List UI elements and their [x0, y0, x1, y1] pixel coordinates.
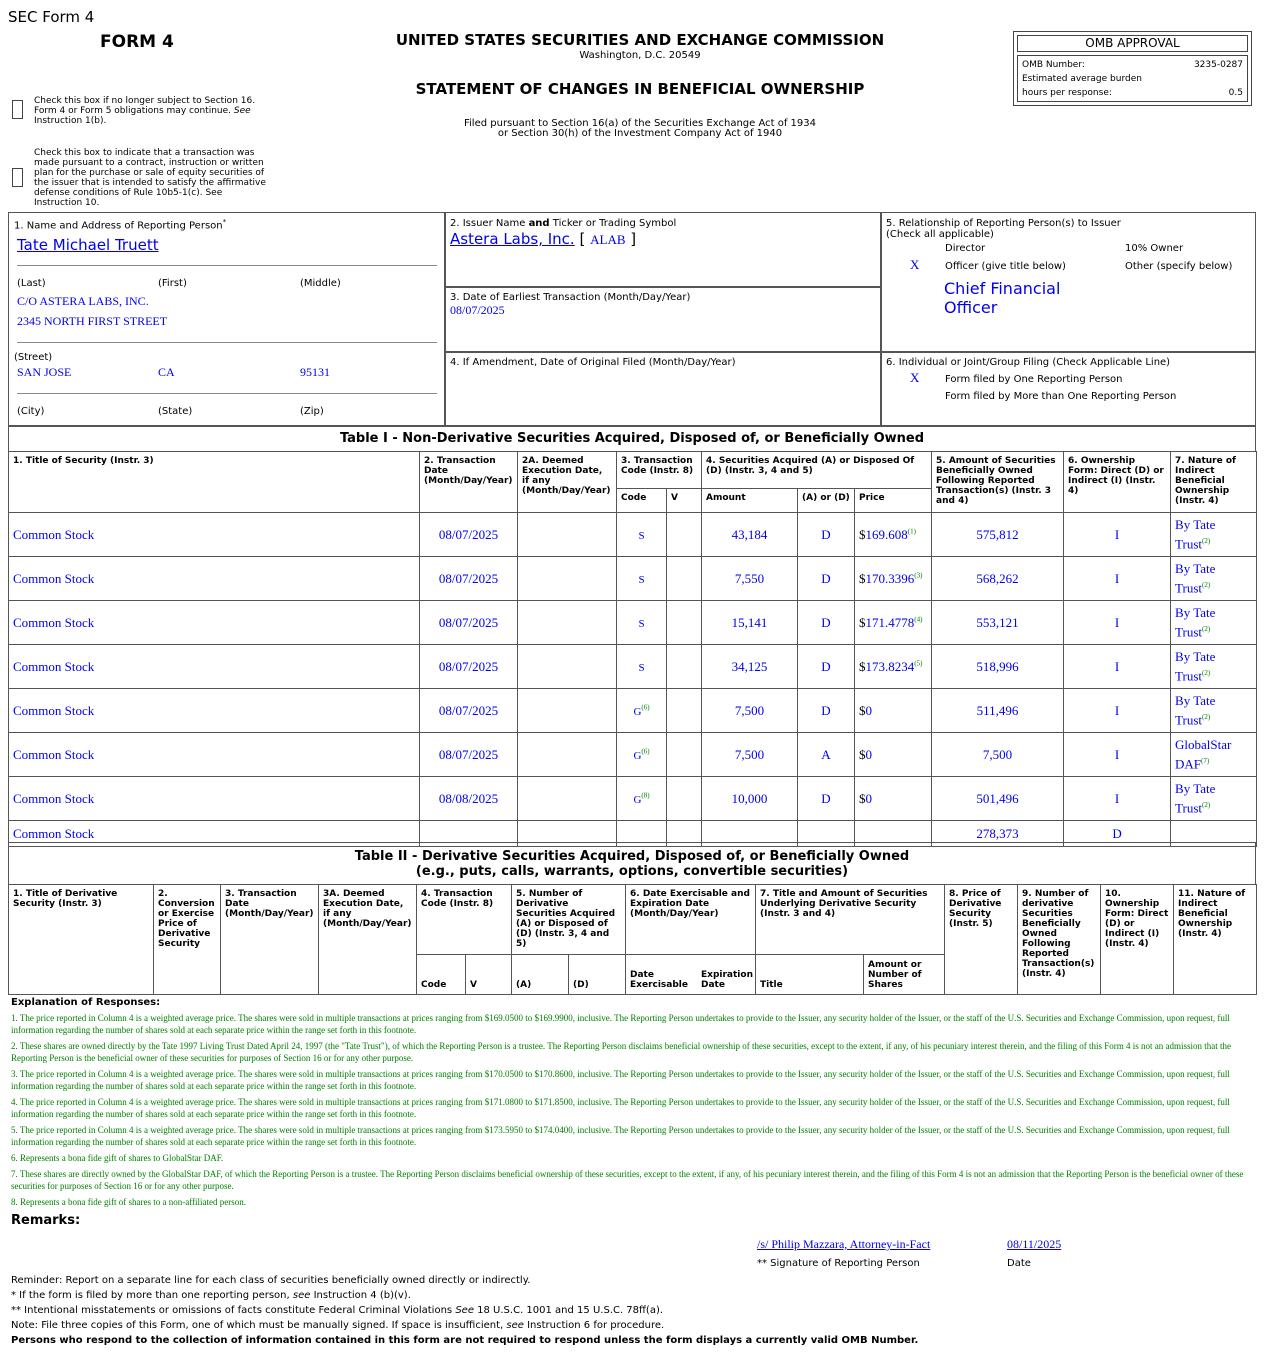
transaction-price: $173.8234$^{(5)}$ — [855, 645, 932, 689]
empty-cell — [667, 689, 702, 733]
box3-earliest-transaction — [444, 286, 882, 353]
transaction-code: S — [617, 513, 667, 557]
subcol-acquired: (A) — [512, 955, 569, 995]
date-label: Date — [1007, 1258, 1031, 1269]
rule-10b5-1-checkbox[interactable] — [12, 168, 23, 187]
transaction-date: 08/07/2025 — [420, 733, 518, 777]
col-conversion-price: 2. Conversion or Exercise Price of Derivative Security — [154, 885, 221, 995]
footnote-ref: (5) — [914, 659, 923, 668]
table1-non-derivative — [8, 451, 1257, 847]
filed-by-more-option: Form filed by More than One Reporting Person — [945, 391, 1177, 402]
bracket: [ — [579, 230, 586, 248]
transaction-price: $171.4778$^{(4)}$ — [855, 601, 932, 645]
omb-number-label: OMB Number: — [1022, 60, 1085, 70]
table-row — [9, 557, 1257, 601]
subcol-price: Price — [855, 489, 932, 513]
box5-relationship — [880, 212, 1256, 353]
transaction-price: $0 — [855, 733, 932, 777]
checkbox2-line: defense conditions of Rule 10b5-1(c). See — [34, 188, 223, 198]
subcol-v: V — [667, 489, 702, 513]
table-row — [9, 777, 1257, 821]
explanation-title: Explanation of Responses: — [11, 997, 161, 1008]
omb-burden-label: Estimated average burden — [1022, 74, 1142, 84]
issuer-name-link[interactable]: Astera Labs, Inc. — [450, 230, 575, 248]
reminder-line: Note: File three copies of this Form, one of which must be manually signed. If space is insufficient, see Instruction 6 for procedure. — [11, 1320, 665, 1331]
empty-cell — [667, 513, 702, 557]
transaction-amount: 15,141 — [702, 601, 798, 645]
acquired-or-disposed: D — [798, 777, 855, 821]
checkbox2-line: the issuer that is intended to satisfy the affirmative — [34, 178, 266, 188]
amount-owned: 568,262 — [932, 557, 1064, 601]
footnote-ref: (3) — [914, 571, 923, 580]
security-title: Common Stock — [9, 777, 420, 821]
zip-label: (Zip) — [300, 406, 324, 417]
col-title-of-security: 1. Title of Security (Instr. 3) — [9, 452, 420, 513]
ownership-form: I — [1064, 645, 1171, 689]
state-label: (State) — [158, 406, 193, 417]
nature-of-ownership: By Tate Trust$^{(2)}$ — [1171, 777, 1257, 821]
security-title: Common Stock — [9, 733, 420, 777]
reporting-person-name-link[interactable]: Tate Michael Truett — [17, 236, 159, 254]
nature-of-ownership: By Tate Trust$^{(2)}$ — [1171, 689, 1257, 733]
col-number-derivative-securities: 5. Number of Derivative Securities Acquired (A) or Disposed of (D) (Instr. 3, 4 and 5) — [512, 885, 626, 955]
box2-label: 2. Issuer Name and Ticker or Trading Symbol — [450, 218, 677, 229]
omb-approval-box — [1013, 31, 1252, 106]
ownership-form: D — [1064, 821, 1171, 847]
subcol-v: V — [466, 955, 512, 995]
form-name: FORM 4 — [100, 32, 174, 52]
empty-cell — [667, 645, 702, 689]
checkbox2-line: made pursuant to a contract, instruction or written — [34, 158, 264, 168]
footnote-ref: (2) — [1202, 625, 1211, 634]
transaction-amount: 10,000 — [702, 777, 798, 821]
transaction-amount: 7,550 — [702, 557, 798, 601]
col-ownership-form: 10. Ownership Form: Direct (D) or Indirect (I) (Instr. 4) — [1101, 885, 1174, 995]
acquired-or-disposed: D — [798, 557, 855, 601]
col-underlying-securities: 7. Title and Amount of Securities Underlying Derivative Security (Instr. 3 and 4) — [756, 885, 945, 955]
table-row — [9, 689, 1257, 733]
footnote: 8. Represents a bona fide gift of shares to a non-affiliated person. — [11, 1197, 247, 1207]
empty-cell — [518, 777, 617, 821]
ownership-form: I — [1064, 689, 1171, 733]
bracket: ] — [630, 230, 637, 248]
box6-filing-type — [880, 351, 1256, 426]
subcol-date-exercisable: Date Exercisable Expiration Date — [626, 955, 756, 995]
footnote: 1. The price reported in Column 4 is a weighted average price. The shares were sold in multiple transactions at prices ranging from $169.0500 to $169.9900, inclusive. The Reporting Person undertakes to provide to the Issuer, any security holder of the Issuer, or the staff of the U.S. Securities and Exchange Commission, upon request, full information regarding the number of shares sold at each separate price within the range set forth in this footnote. — [11, 1013, 1230, 1035]
state-value: CA — [158, 365, 175, 379]
footnote-ref: (2) — [1202, 581, 1211, 590]
empty-cell — [518, 513, 617, 557]
empty-cell — [518, 733, 617, 777]
col-nature-indirect-ownership: 11. Nature of Indirect Beneficial Ownership (Instr. 4) — [1174, 885, 1257, 995]
amount-owned: 518,996 — [932, 645, 1064, 689]
checkbox1-line: Instruction 1(b). — [34, 116, 107, 126]
transaction-amount: 34,125 — [702, 645, 798, 689]
transaction-date: 08/07/2025 — [420, 689, 518, 733]
box5-label: 5. Relationship of Reporting Person(s) to Issuer (Check all applicable) — [886, 218, 1121, 240]
earliest-transaction-date: 08/07/2025 — [450, 303, 505, 317]
transaction-date: 08/07/2025 — [420, 645, 518, 689]
col-ownership-form: 6. Ownership Form: Direct (D) or Indirect (I) (Instr. 4) — [1064, 452, 1171, 513]
checkbox2-line: plan for the purchase or sale of equity securities of — [34, 168, 265, 178]
table-row — [9, 601, 1257, 645]
other-option: Other (specify below) — [1125, 261, 1233, 272]
statement-title: STATEMENT OF CHANGES IN BENEFICIAL OWNERSHIP — [415, 80, 865, 98]
officer-option: Officer (give title below) — [945, 261, 1066, 272]
transaction-code: G$^{(6)}$ — [617, 733, 667, 777]
acquired-or-disposed: A — [798, 733, 855, 777]
divider — [17, 342, 437, 343]
checkbox1-line: Form 4 or Form 5 obligations may continue. See — [34, 106, 251, 116]
middle-label: (Middle) — [300, 278, 341, 289]
footnote-ref: (6) — [641, 703, 650, 712]
empty-cell — [667, 557, 702, 601]
amount-owned: 278,373 — [932, 821, 1064, 847]
last-label: (Last) — [17, 278, 46, 289]
transaction-code: S — [617, 557, 667, 601]
nature-of-ownership: GlobalStar DAF$^{(7)}$ — [1171, 733, 1257, 777]
section16-checkbox-text — [34, 96, 255, 126]
city-label: (City) — [17, 406, 45, 417]
table-row — [9, 513, 1257, 557]
table-row — [9, 645, 1257, 689]
transaction-code: G$^{(6)}$ — [617, 689, 667, 733]
agency-name: UNITED STATES SECURITIES AND EXCHANGE COMMISSION — [395, 31, 885, 49]
empty-cell — [518, 601, 617, 645]
amount-owned: 501,496 — [932, 777, 1064, 821]
omb-title: OMB APPROVAL — [1017, 35, 1248, 52]
footnote-ref: (2) — [1202, 801, 1211, 810]
acquired-or-disposed: D — [798, 689, 855, 733]
table1-title: Table I - Non-Derivative Securities Acquired, Disposed of, or Beneficially Owned — [339, 431, 925, 446]
reminders — [11, 1273, 918, 1348]
empty-cell — [518, 689, 617, 733]
omb-details — [1017, 55, 1248, 102]
subcol-disposed: (D) — [569, 955, 626, 995]
footnote-ref: (8) — [641, 791, 650, 800]
remarks-title: Remarks: — [11, 1213, 81, 1228]
doc-title: SEC Form 4 — [8, 8, 95, 26]
omb-hours-value: 0.5 — [1228, 88, 1243, 98]
ownership-form: I — [1064, 557, 1171, 601]
box1-label: 1. Name and Address of Reporting Person* — [14, 218, 227, 232]
zip-value: 95131 — [300, 365, 330, 379]
col-securities-acquired-disposed: 4. Securities Acquired (A) or Disposed Of (D) (Instr. 3, 4 and 5) — [702, 452, 932, 489]
signature-date-link[interactable]: 08/11/2025 — [1007, 1237, 1062, 1251]
footnote: 4. The price reported in Column 4 is a weighted average price. The shares were sold in multiple transactions at prices ranging from $171.0800 to $171.8500, inclusive. The Reporting Person undertakes to provide to the Issuer, any security holder of the Issuer, or the staff of the U.S. Securities and Exchange Commission, upon request, full information regarding the number of shares sold at each separate price within the range set forth in this footnote. — [11, 1097, 1230, 1119]
table2-derivative — [8, 884, 1257, 995]
transaction-price: $170.3396$^{(3)}$ — [855, 557, 932, 601]
footnote-ref: (2) — [1202, 713, 1211, 722]
col-date-exercisable: 6. Date Exercisable and Expiration Date (Month/Day/Year) — [626, 885, 756, 955]
box6-label: 6. Individual or Joint/Group Filing (Check Applicable Line) — [886, 357, 1171, 368]
divider — [17, 265, 437, 266]
transaction-amount: 43,184 — [702, 513, 798, 557]
nature-of-ownership: By Tate Trust$^{(2)}$ — [1171, 601, 1257, 645]
city-value: SAN JOSE — [17, 365, 72, 379]
security-title: Common Stock — [9, 513, 420, 557]
empty-cell — [667, 733, 702, 777]
ownership-form: I — [1064, 513, 1171, 557]
amount-owned: 575,812 — [932, 513, 1064, 557]
checkbox2-line: Check this box to indicate that a transaction was — [34, 148, 255, 158]
amount-owned: 553,121 — [932, 601, 1064, 645]
nature-of-ownership: By Tate Trust$^{(2)}$ — [1171, 645, 1257, 689]
issuer-line — [450, 230, 636, 248]
footnote: 2. These shares are owned directly by the Tate 1997 Living Trust Dated April 24, 1997 (the "Tate Trust"), of which the Reporting Person is a trustee. The Reporting Person disclaims beneficial ownership of these securities, except to the extent, if any, of his pecuniary interest therein, and the filing of this Form 4 is not an admission that the Reporting Person is the beneficial owner of these securities for purposes of Section 16 or for any other purpose. — [11, 1041, 1232, 1063]
footnote: 5. The price reported in Column 4 is a weighted average price. The shares were sold in multiple transactions at prices ranging from $173.5950 to $174.0400, inclusive. The Reporting Person undertakes to provide to the Issuer, any security holder of the Issuer, or the staff of the U.S. Securities and Exchange Commission, upon request, full information regarding the number of shares sold at each separate price within the range set forth in this footnote. — [11, 1125, 1230, 1147]
subcol-amount: Amount — [702, 489, 798, 513]
transaction-price: $169.608$^{(1)}$ — [855, 513, 932, 557]
col-transaction-code: 4. Transaction Code (Instr. 8) — [417, 885, 512, 955]
col-deemed-execution-date: 3A. Deemed Execution Date, if any (Month/Day/Year) — [319, 885, 417, 995]
agency-city: Washington, D.C. 20549 — [579, 50, 701, 61]
amount-owned: 7,500 — [932, 733, 1064, 777]
footnote-ref: (1) — [907, 527, 916, 536]
subcol-a-or-d: (A) or (D) — [798, 489, 855, 513]
acquired-or-disposed: D — [798, 513, 855, 557]
transaction-code: S — [617, 645, 667, 689]
subcol-underlying-amount: Amount or Number of Shares — [864, 955, 945, 995]
filed-by-one-option: Form filed by One Reporting Person — [945, 374, 1123, 385]
filed-pursuant-line-1: Filed pursuant to Section 16(a) of the Securities Exchange Act of 1934 — [464, 118, 816, 129]
ownership-form: I — [1064, 601, 1171, 645]
ownership-form: I — [1064, 777, 1171, 821]
filing-check-mark: X — [910, 370, 920, 385]
footnote-ref: (6) — [641, 747, 650, 756]
checkbox1-line: Check this box if no longer subject to Section 16. — [34, 96, 256, 106]
security-title: Common Stock — [9, 601, 420, 645]
signature-label: ** Signature of Reporting Person — [757, 1258, 920, 1269]
address-line-1: C/O ASTERA LABS, INC. — [17, 294, 149, 308]
director-option: Director — [945, 243, 986, 254]
amount-owned: 511,496 — [932, 689, 1064, 733]
omb-number-value: 3235-0287 — [1193, 60, 1243, 70]
officer-title: Chief Financial Officer — [944, 279, 1061, 317]
reminder-line: Reminder: Report on a separate line for each class of securities beneficially owned directly or indirectly. — [11, 1275, 531, 1286]
footnote-ref: (7) — [1201, 757, 1210, 766]
address-line-2: 2345 NORTH FIRST STREET — [17, 314, 168, 328]
table2-title: Table II - Derivative Securities Acquired, Disposed of, or Beneficially Owned (e.g., puts, calls, warrants, options, convertible securities) — [354, 849, 910, 879]
filed-pursuant-line-2: or Section 30(h) of the Investment Company Act of 1940 — [497, 128, 783, 139]
subcol-underlying-title: Title — [756, 955, 864, 995]
col-transaction-date: 2. Transaction Date (Month/Day/Year) — [420, 452, 518, 513]
transaction-date: 08/07/2025 — [420, 601, 518, 645]
transaction-code: G$^{(8)}$ — [617, 777, 667, 821]
col-transaction-date: 3. Transaction Date (Month/Day/Year) — [221, 885, 319, 995]
box4-label: 4. If Amendment, Date of Original Filed (Month/Day/Year) — [450, 357, 736, 368]
empty-cell — [667, 601, 702, 645]
nature-of-ownership: By Tate Trust$^{(2)}$ — [1171, 557, 1257, 601]
col-derivative-title: 1. Title of Derivative Security (Instr. 3) — [9, 885, 154, 995]
footnotes — [11, 1012, 1251, 1212]
ticker-symbol: ALAB — [590, 232, 626, 247]
col-deemed-execution-date: 2A. Deemed Execution Date, if any (Month/Day/Year) — [518, 452, 617, 513]
box4-amendment — [444, 351, 882, 426]
acquired-or-disposed: D — [798, 645, 855, 689]
box2-issuer — [444, 212, 882, 288]
signature-link[interactable]: /s/ Philip Mazzara, Attorney-in-Fact — [757, 1237, 931, 1251]
empty-cell — [518, 557, 617, 601]
transaction-date: 08/07/2025 — [420, 557, 518, 601]
transaction-date: 08/07/2025 — [420, 513, 518, 557]
col-nature-indirect-ownership: 7. Nature of Indirect Beneficial Ownership (Instr. 4) — [1171, 452, 1257, 513]
transaction-price: $0 — [855, 777, 932, 821]
ten-percent-owner-option: 10% Owner — [1125, 243, 1184, 254]
nature-of-ownership: By Tate Trust$^{(2)}$ — [1171, 513, 1257, 557]
transaction-date: 08/08/2025 — [420, 777, 518, 821]
acquired-or-disposed: D — [798, 601, 855, 645]
subcol-code: Code — [617, 489, 667, 513]
reminder-line: Persons who respond to the collection of information contained in this form are not required to respond unless the form displays a currently valid OMB Number. — [11, 1335, 919, 1346]
box1-reporting-person — [8, 212, 446, 426]
transaction-code: S — [617, 601, 667, 645]
footnote-ref: (2) — [1202, 669, 1211, 678]
table2-title-bar — [8, 842, 1256, 885]
transaction-amount: 7,500 — [702, 689, 798, 733]
empty-cell — [667, 777, 702, 821]
subcol-code: Code — [417, 955, 466, 995]
rule-10b5-1-checkbox-text — [34, 148, 266, 208]
reminder-line: ** Intentional misstatements or omissions of facts constitute Federal Criminal Violations See 18 U.S.C. 1001 and 15 U.S.C. 78ff(a). — [11, 1305, 664, 1316]
footnote-ref: (2) — [1202, 537, 1211, 546]
first-label: (First) — [158, 278, 187, 289]
table-row — [9, 733, 1257, 777]
footnote: 6. Represents a bona fide gift of shares to GlobalStar DAF. — [11, 1153, 224, 1163]
street-label: (Street) — [14, 352, 53, 363]
footnote-ref: (4) — [914, 615, 923, 624]
divider — [17, 393, 437, 394]
transaction-amount: 7,500 — [702, 733, 798, 777]
footnote: 3. The price reported in Column 4 is a weighted average price. The shares were sold in multiple transactions at prices ranging from $170.0500 to $170.8600, inclusive. The Reporting Person undertakes to provide to the Issuer, any security holder of the Issuer, or the staff of the U.S. Securities and Exchange Commission, upon request, full information regarding the number of shares sold at each separate price within the range set forth in this footnote. — [11, 1069, 1230, 1091]
col-number-owned-following: 9. Number of derivative Securities Beneficially Owned Following Reported Transaction(s) (Instr. 4) — [1018, 885, 1101, 995]
footnote: 7. These shares are directly owned by the GlobalStar DAF, of which the Reporting Person is a trustee. The Reporting Person disclaims beneficial ownership of these securities, except to the extent, if any, of his pecuniary interest therein, and the filing of this Form 4 is not an admission that the Reporting Person is the beneficial owner of these securities for purposes of Section 16 or for any other purpose. — [11, 1169, 1244, 1191]
transaction-price: $0 — [855, 689, 932, 733]
checkbox2-line: Instruction 10. — [34, 198, 100, 208]
security-title: Common Stock — [9, 821, 420, 847]
section16-checkbox[interactable] — [12, 100, 23, 119]
omb-hours-label: hours per response: — [1022, 88, 1112, 98]
table1-title-bar — [8, 426, 1256, 452]
col-derivative-price: 8. Price of Derivative Security (Instr. 5) — [945, 885, 1018, 995]
ownership-form: I — [1064, 733, 1171, 777]
officer-check-mark: X — [910, 257, 920, 272]
security-title: Common Stock — [9, 557, 420, 601]
box3-label: 3. Date of Earliest Transaction (Month/Day/Year) — [450, 292, 691, 303]
security-title: Common Stock — [9, 645, 420, 689]
reminder-line: * If the form is filed by more than one reporting person, see Instruction 4 (b)(v). — [11, 1290, 411, 1301]
security-title: Common Stock — [9, 689, 420, 733]
empty-cell — [518, 645, 617, 689]
col-amount-owned-following: 5. Amount of Securities Beneficially Owned Following Reported Transaction(s) (Instr. 3 and 4) — [932, 452, 1064, 513]
col-transaction-code: 3. Transaction Code (Instr. 8) — [617, 452, 702, 489]
